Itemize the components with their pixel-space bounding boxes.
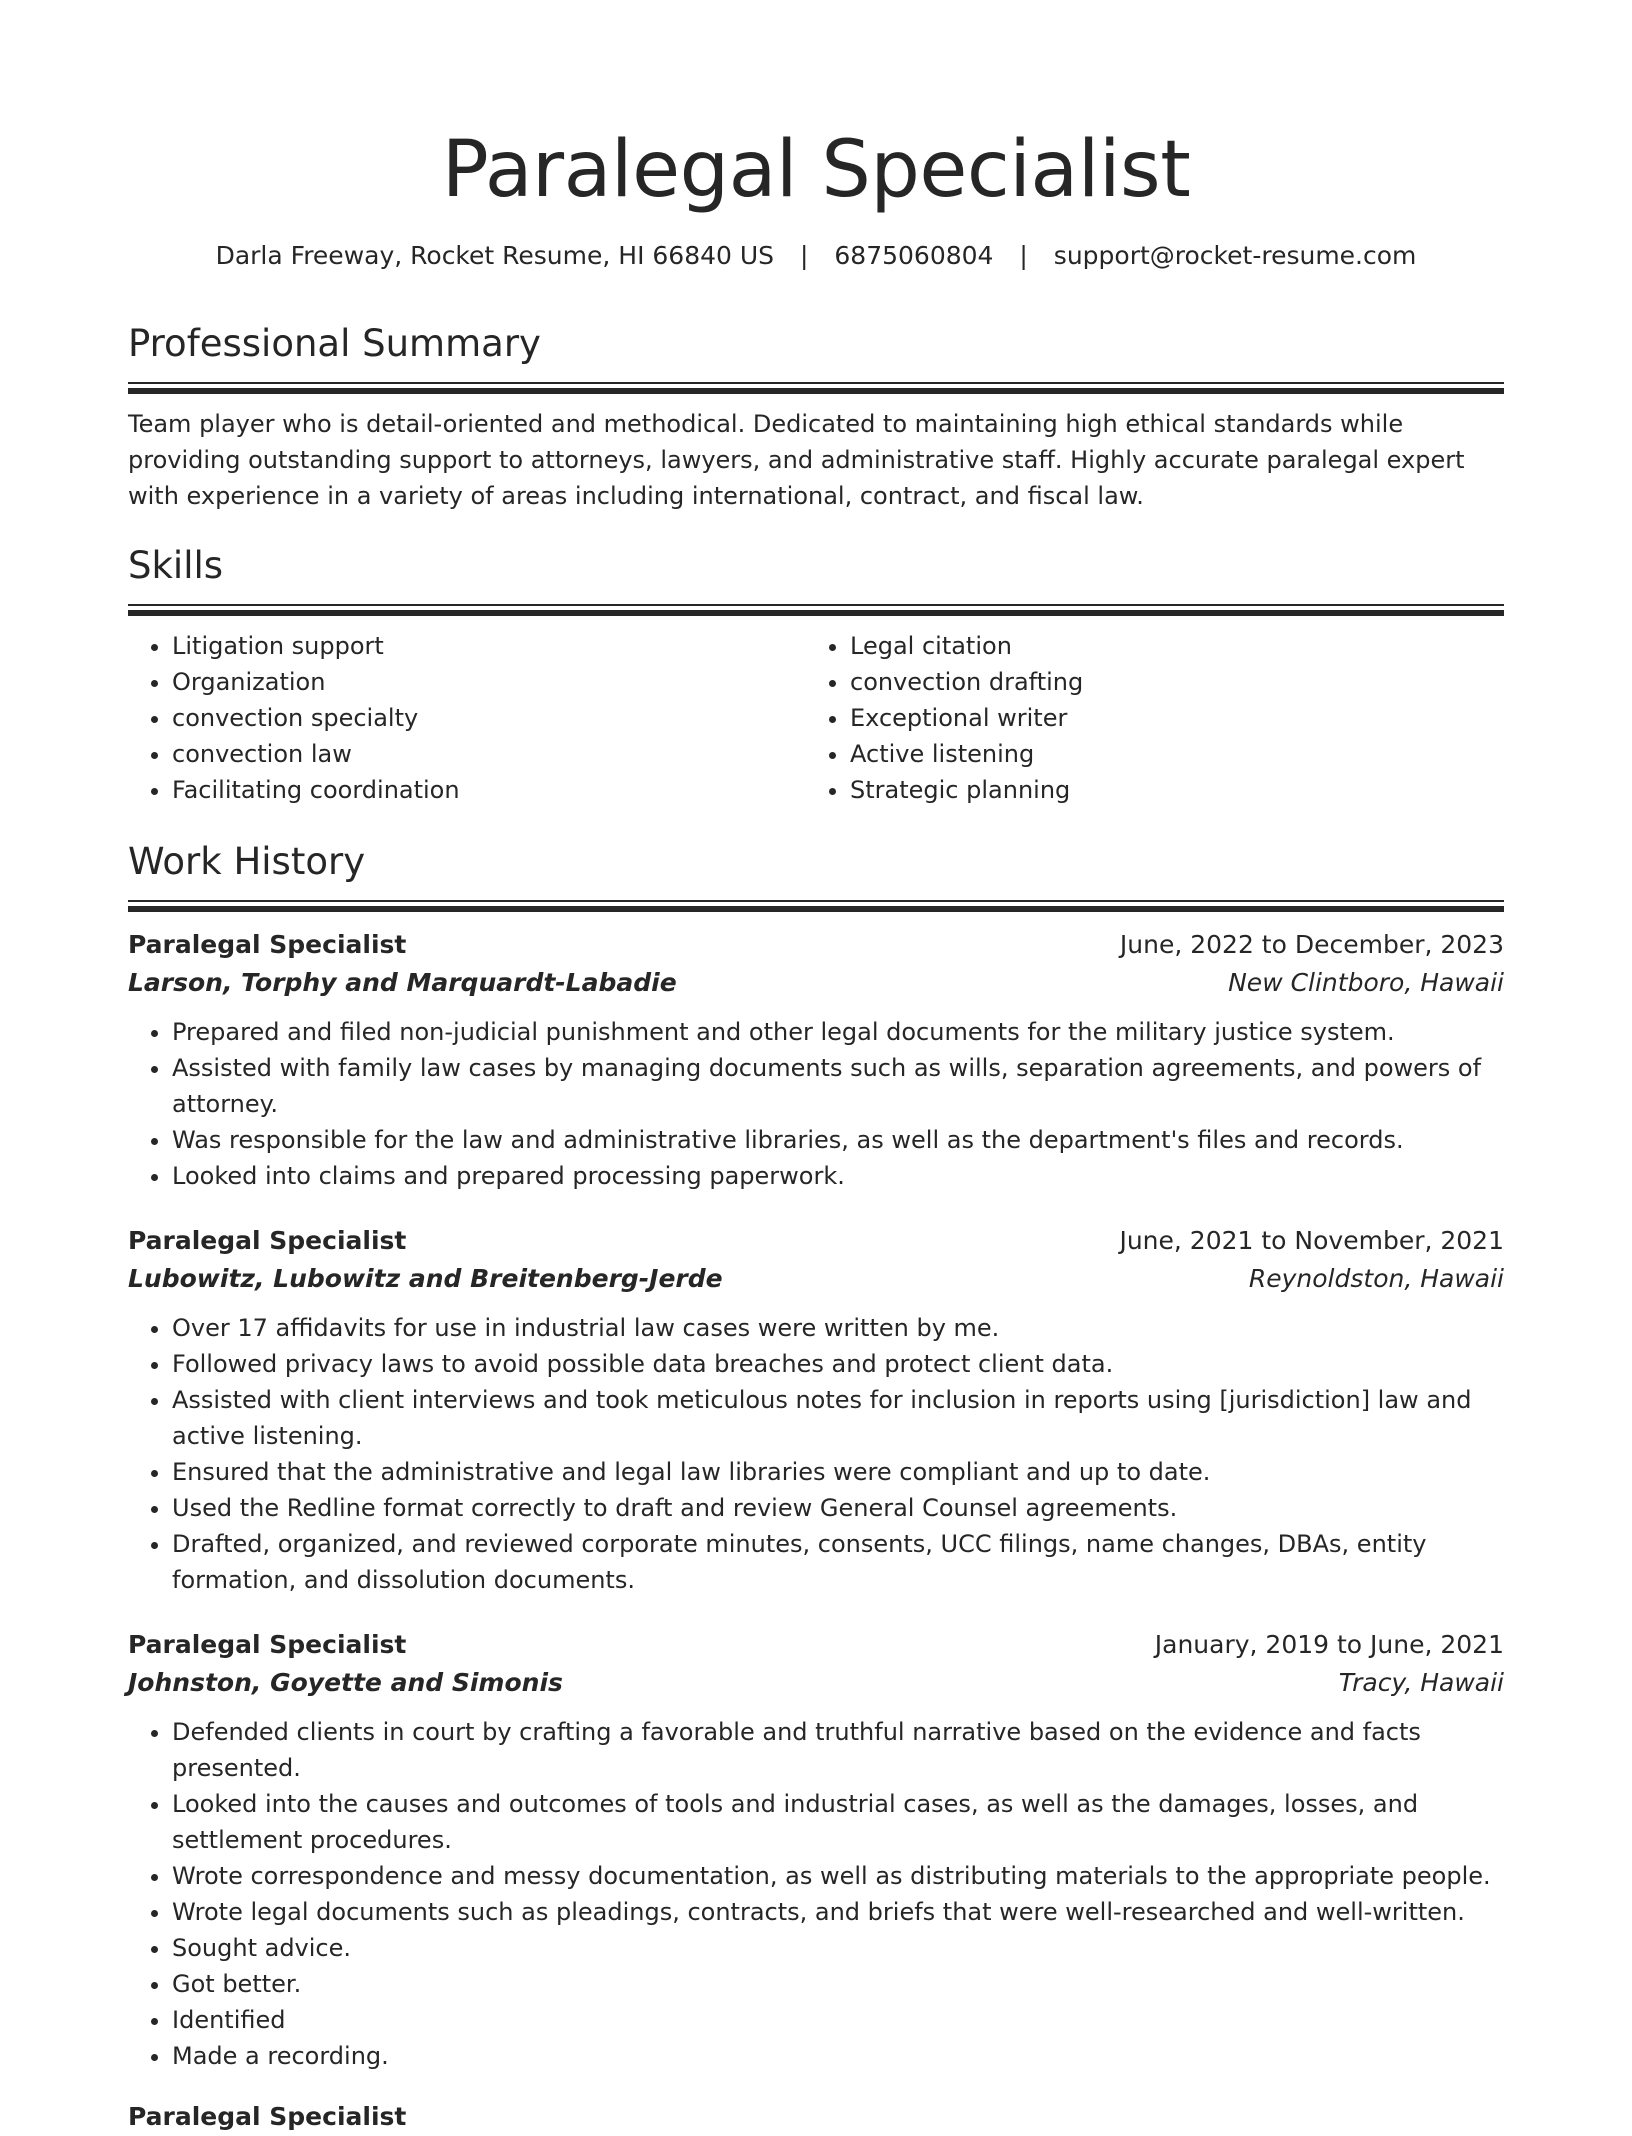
job-location: New Clintboro, Hawaii <box>1228 968 1504 997</box>
job-bullets <box>128 1714 1504 2074</box>
job-bullet: • Got better. <box>172 1966 1504 2002</box>
resume-name: Paralegal Specialist <box>441 125 1191 215</box>
contact-separator: | <box>800 241 809 270</box>
section-divider <box>128 382 1504 394</box>
job-title: Paralegal Specialist <box>128 1226 407 1255</box>
job-title-cut-off: Paralegal Specialist <box>128 2102 407 2131</box>
job-entry <box>128 1626 1504 2074</box>
section-divider <box>128 604 1504 616</box>
contact-separator: | <box>1019 241 1028 270</box>
job-bullet: • Made a recording. <box>172 2038 1504 2074</box>
job-dates: June, 2021 to November, 2021 <box>1119 1226 1504 1255</box>
skill-item: • Litigation support <box>172 628 806 664</box>
section-heading: Skills <box>128 544 224 587</box>
skills-column-right <box>806 628 1484 808</box>
job-bullet: • Sought advice. <box>172 1930 1504 1966</box>
job-dates: January, 2019 to June, 2021 <box>1154 1630 1504 1659</box>
job-bullet: • Over 17 affidavits for use in industrial law cases were written by me. <box>172 1310 1504 1346</box>
job-company: Larson, Torphy and Marquardt-Labadie <box>128 968 677 997</box>
skill-item: • convection specialty <box>172 700 806 736</box>
contact-address: Darla Freeway, Rocket Resume, HI 66840 US <box>215 241 775 270</box>
job-bullet: • Identified <box>172 2002 1504 2038</box>
job-bullet: • Defended clients in court by crafting a favorable and truthful narrative based on the evidence and facts presented. <box>172 1714 1504 1786</box>
skill-item: • Active listening <box>850 736 1484 772</box>
job-company: Lubowitz, Lubowitz and Breitenberg-Jerde <box>128 1264 723 1293</box>
job-bullet: • Followed privacy laws to avoid possible data breaches and protect client data. <box>172 1346 1504 1382</box>
skill-item: • Exceptional writer <box>850 700 1484 736</box>
job-bullet: • Used the Redline format correctly to draft and review General Counsel agreements. <box>172 1490 1504 1526</box>
skill-item: • convection law <box>172 736 806 772</box>
job-title: Paralegal Specialist <box>128 930 407 959</box>
skill-item: • Strategic planning <box>850 772 1484 808</box>
job-bullets <box>128 1310 1504 1598</box>
job-location: Reynoldston, Hawaii <box>1248 1264 1504 1293</box>
skills-list <box>128 628 1504 808</box>
job-dates: June, 2022 to December, 2023 <box>1119 930 1504 959</box>
work-history-section <box>128 836 1504 2074</box>
job-bullet: • Prepared and filed non-judicial punishment and other legal documents for the military justice system. <box>172 1014 1504 1050</box>
job-bullet: • Wrote legal documents such as pleadings, contracts, and briefs that were well-researched and well-written. <box>172 1894 1504 1930</box>
job-bullet: • Drafted, organized, and reviewed corporate minutes, consents, UCC filings, name changes, DBAs, entity formation, and dissolution documents. <box>172 1526 1504 1598</box>
job-bullet: • Was responsible for the law and administrative libraries, as well as the department's files and records. <box>172 1122 1504 1158</box>
job-title: Paralegal Specialist <box>128 1630 407 1659</box>
job-entry <box>128 926 1504 1194</box>
job-bullet: • Assisted with family law cases by managing documents such as wills, separation agreements, and powers of attorney. <box>172 1050 1504 1122</box>
skill-item: • Organization <box>172 664 806 700</box>
section-divider <box>128 900 1504 912</box>
contact-phone: 6875060804 <box>834 241 994 270</box>
job-bullet: • Assisted with client interviews and took meticulous notes for inclusion in reports using [jurisdiction] law and active listening. <box>172 1382 1504 1454</box>
job-company: Johnston, Goyette and Simonis <box>128 1668 563 1697</box>
skills-column-left <box>128 628 806 808</box>
skill-item: • convection drafting <box>850 664 1484 700</box>
job-bullet: • Looked into claims and prepared processing paperwork. <box>172 1158 1504 1194</box>
summary-text: Team player who is detail-oriented and methodical. Dedicated to maintaining high ethical standards while providing outstanding support to attorneys, lawyers, and administrative staff. Highly accurate paralegal expert with experience in a variety of areas including international, contract, and fiscal law. <box>128 410 1465 510</box>
skill-item: • Legal citation <box>850 628 1484 664</box>
contact-line <box>128 236 1504 276</box>
job-bullets <box>128 1014 1504 1194</box>
skill-item: • Facilitating coordination <box>172 772 806 808</box>
job-bullet: • Wrote correspondence and messy documentation, as well as distributing materials to the appropriate people. <box>172 1858 1504 1894</box>
contact-email: support@rocket-resume.com <box>1053 241 1417 270</box>
section-heading: Professional Summary <box>128 322 541 365</box>
section-heading: Work History <box>128 840 366 883</box>
job-bullet: • Ensured that the administrative and legal law libraries were compliant and up to date. <box>172 1454 1504 1490</box>
job-location: Tracy, Hawaii <box>1338 1668 1504 1697</box>
job-entry <box>128 1222 1504 1598</box>
summary-section <box>128 318 1504 514</box>
job-bullet: • Looked into the causes and outcomes of tools and industrial cases, as well as the damages, losses, and settlement procedures. <box>172 1786 1504 1858</box>
skills-section <box>128 540 1504 808</box>
